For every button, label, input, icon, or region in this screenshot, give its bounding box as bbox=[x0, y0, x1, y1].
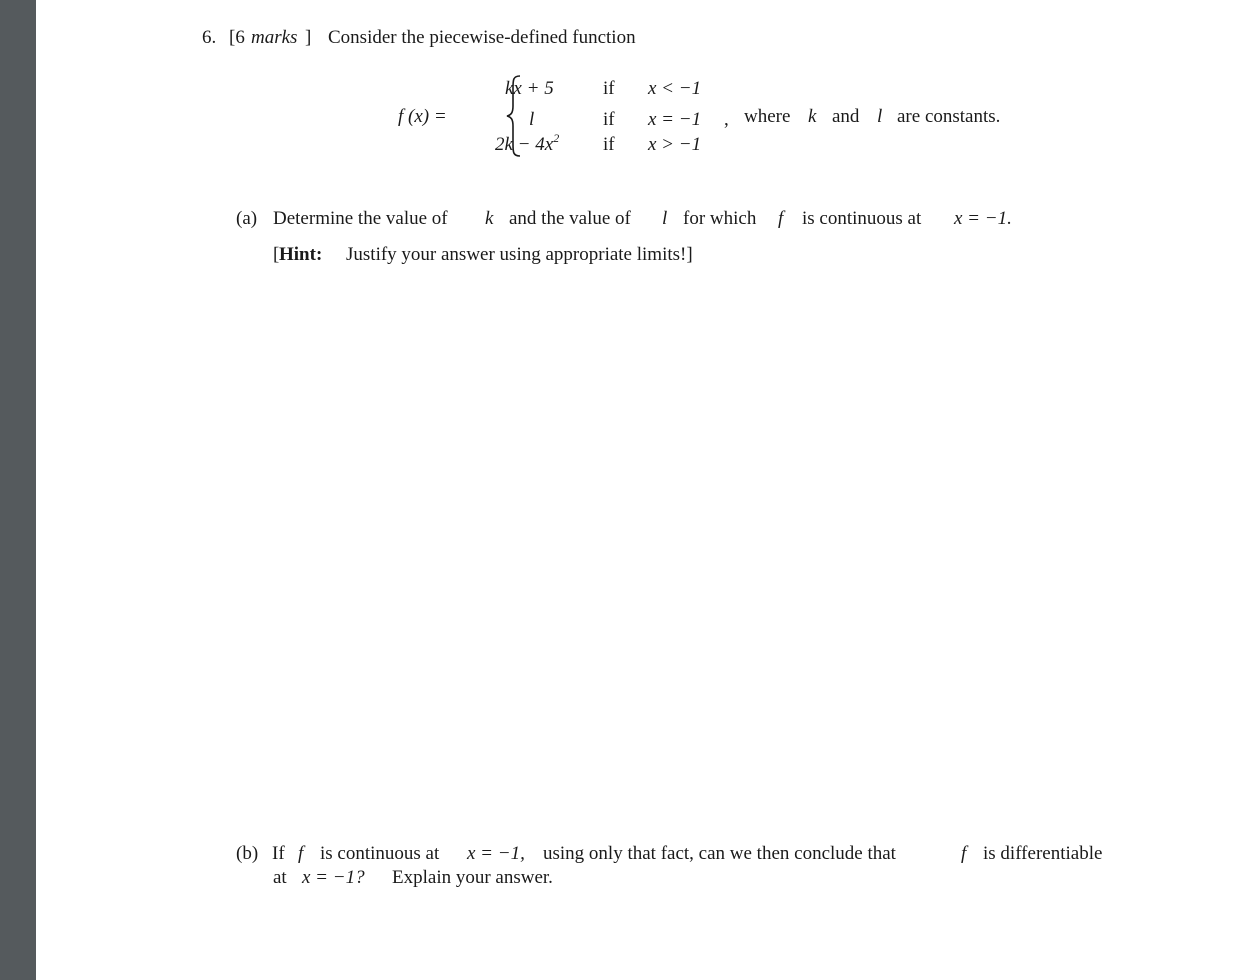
marks-word: marks bbox=[251, 27, 298, 48]
case-2-if: if bbox=[603, 109, 615, 130]
constants-text: are constants. bbox=[897, 106, 1001, 127]
hint-label: Hint: bbox=[279, 244, 323, 265]
part-b-equation-1: x = −1, bbox=[467, 843, 525, 864]
case-2-condition: x = −1 bbox=[648, 109, 702, 130]
part-b-f-1: f bbox=[298, 843, 304, 864]
part-a-text-1: Determine the value of bbox=[273, 208, 448, 229]
part-b-text-3: using only that fact, can we then conclude that bbox=[543, 843, 896, 864]
marks-open: [6 bbox=[229, 27, 245, 48]
part-b-text-4: is differentiable bbox=[983, 843, 1103, 864]
case-1-if: if bbox=[603, 78, 615, 99]
and-word: and bbox=[832, 106, 860, 127]
case-3-expr: $2k - 4x^2$ bbox=[495, 131, 560, 155]
part-b-text-2: is continuous at bbox=[320, 843, 440, 864]
constant-l: l bbox=[877, 106, 883, 127]
part-a-text-2: and the value of bbox=[509, 208, 631, 229]
part-b-text-6: Explain your answer. bbox=[392, 867, 553, 888]
function-comma: , bbox=[724, 109, 729, 130]
case-3-condition: x > −1 bbox=[648, 134, 702, 155]
hint-text: Justify your answer using appropriate limits!] bbox=[346, 244, 693, 265]
part-b-label: (b) bbox=[236, 843, 259, 864]
part-b-text-5: at bbox=[273, 867, 287, 888]
question-intro: Consider the piecewise-defined function bbox=[328, 27, 636, 48]
viewer-sidebar-strip bbox=[0, 0, 36, 980]
constant-k: k bbox=[808, 106, 817, 127]
part-a-l: l bbox=[662, 208, 668, 229]
case-1-condition: x < −1 bbox=[648, 78, 702, 99]
part-b-text-1: If bbox=[272, 843, 285, 864]
part-a-k: k bbox=[485, 208, 494, 229]
case-1-expr: kx + 5 bbox=[505, 78, 554, 99]
part-a-f: f bbox=[778, 208, 784, 229]
case-3-if: if bbox=[603, 134, 615, 155]
function-lhs: f (x) = bbox=[398, 106, 447, 127]
marks-close: ] bbox=[305, 27, 312, 48]
question-number: 6. bbox=[202, 27, 217, 48]
case-2-expr: l bbox=[529, 109, 535, 130]
part-a-equation: x = −1. bbox=[954, 208, 1012, 229]
hint-open-bracket: [ bbox=[273, 244, 280, 265]
document-page bbox=[36, 0, 1256, 980]
part-b-equation-2: x = −1? bbox=[302, 867, 365, 888]
part-a-text-4: is continuous at bbox=[802, 208, 922, 229]
part-b-f-2: f bbox=[961, 843, 967, 864]
where-word: where bbox=[744, 106, 791, 127]
part-a-text-3: for which bbox=[683, 208, 757, 229]
part-a-label: (a) bbox=[236, 208, 258, 229]
